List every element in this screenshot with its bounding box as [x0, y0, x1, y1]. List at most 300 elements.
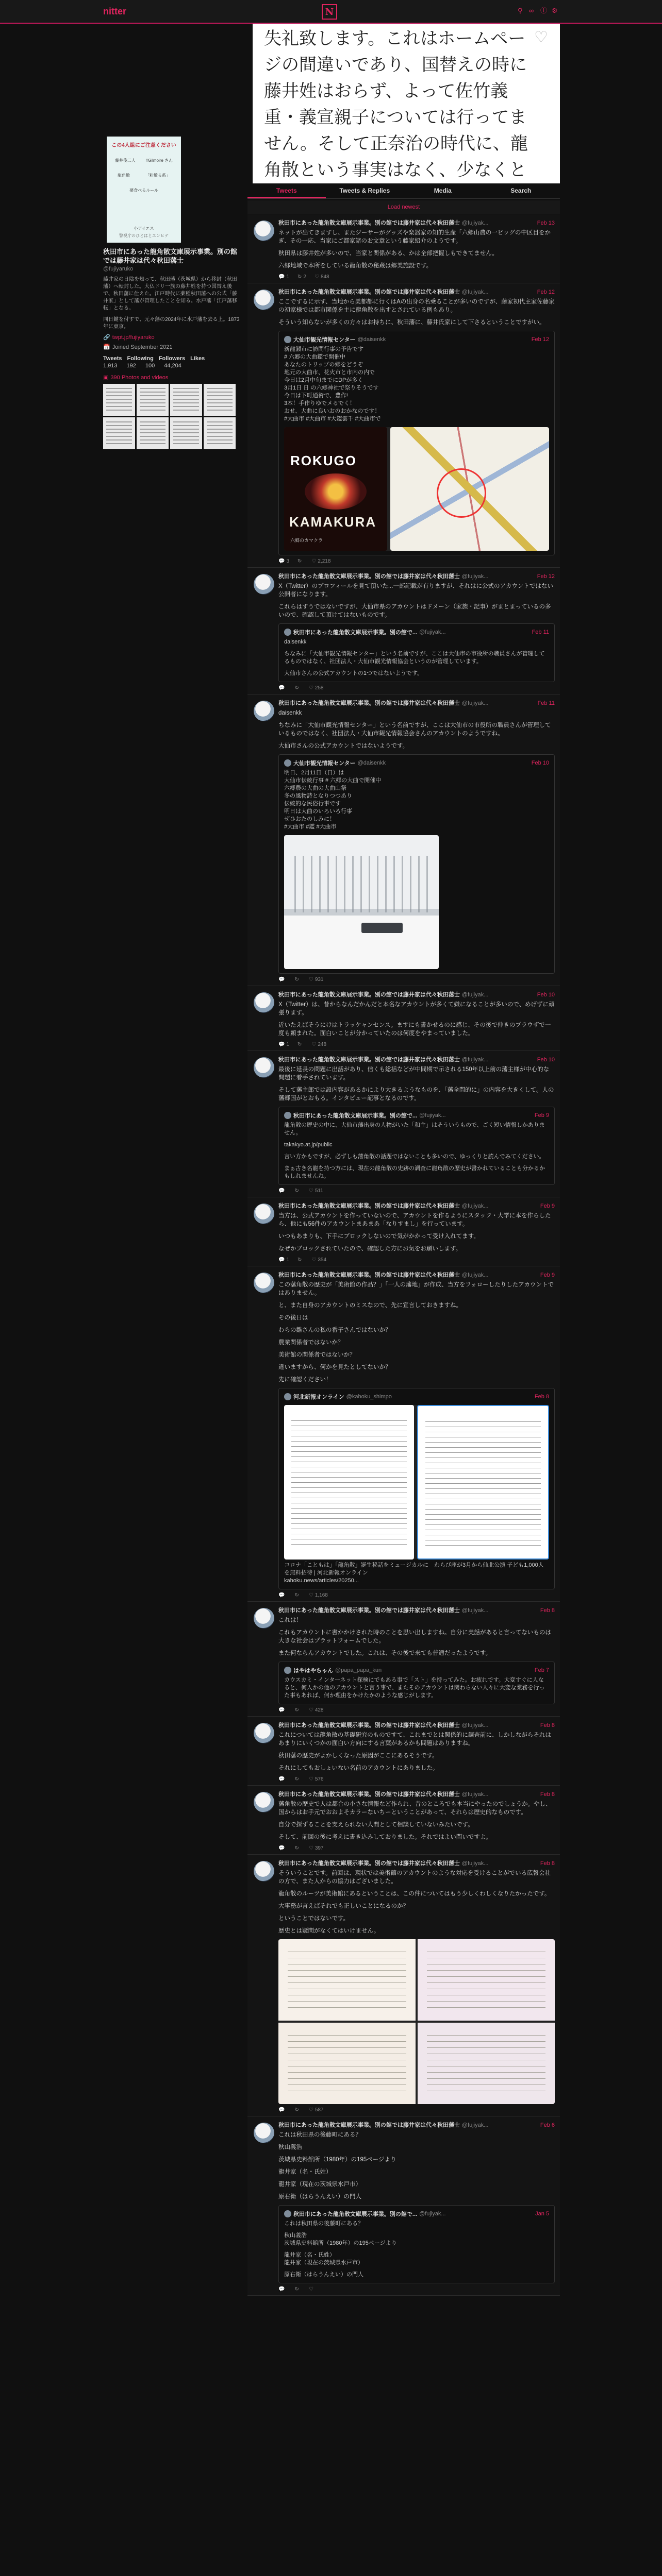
tweet-date[interactable]: Feb 12	[537, 573, 555, 580]
quote-line: 明日は大曲のいろいろ行事	[284, 808, 352, 815]
like-button[interactable]	[309, 2286, 315, 2292]
tweet-text	[278, 1212, 555, 1253]
tweet-avatar[interactable]	[254, 221, 274, 241]
action-count: 248	[318, 1042, 327, 1047]
like-icon: ♡	[311, 1257, 317, 1263]
tweet-author-name[interactable]: 秋田市にあった龍角散文庫展示事業。別の館では藤井家は代々秋田藩士	[278, 2122, 460, 2128]
action-count: 1	[286, 1042, 290, 1047]
tweet-date[interactable]: Feb 10	[537, 1057, 555, 1063]
profile-link[interactable]: twpt.jp/fujiyaruko	[112, 334, 155, 341]
quote-header	[284, 1393, 549, 1401]
reply-button[interactable]	[278, 977, 286, 982]
reply-button[interactable]	[278, 1776, 286, 1782]
tweet-author-handle[interactable]: @fujiyak...	[461, 1203, 489, 1209]
tweet-author-name[interactable]: 秋田市にあった龍角散文庫展示事業。別の館では藤井家は代々秋田藩士	[278, 289, 460, 295]
tweet-actions	[278, 274, 555, 280]
quote-line: 龍井家（名・氏姓）	[284, 2252, 335, 2258]
document-image[interactable]	[417, 1405, 549, 1560]
retweet-button[interactable]	[294, 2286, 300, 2292]
tweet-header	[278, 2122, 555, 2129]
tweet-header	[278, 1056, 555, 1063]
quote-tweet[interactable]	[278, 331, 555, 555]
tweet-date[interactable]: Feb 8	[540, 1791, 555, 1798]
stat-label-following: Following	[127, 355, 154, 362]
avatar-row-1	[107, 158, 181, 163]
tweet-paragraph: X（Twitter）のプロフィールを見て頂いた...一部記載が有りますが、それはに公式のアカウントではない公開者になります。	[278, 583, 553, 598]
tweet-author-handle[interactable]: @fujiyak...	[461, 573, 489, 580]
action-count: 397	[315, 1845, 324, 1851]
reply-button[interactable]	[278, 1845, 286, 1851]
tweet-date[interactable]: Feb 13	[537, 220, 555, 226]
tweet-text	[278, 2131, 555, 2201]
tweet-date[interactable]: Feb 8	[540, 1607, 555, 1614]
tweet-actions	[278, 1042, 555, 1047]
media-thumb[interactable]	[103, 384, 135, 416]
reply-icon: 💬	[278, 1845, 285, 1851]
quote-author-handle[interactable]: @daisenkk	[357, 336, 386, 343]
like-button[interactable]	[309, 2107, 324, 2113]
quote-text	[284, 346, 549, 423]
quote-author-handle[interactable]: @fujiyak...	[419, 629, 446, 635]
photos-link[interactable]	[103, 374, 241, 381]
reply-button[interactable]	[278, 1592, 286, 1598]
like-icon: ♡	[308, 1845, 313, 1851]
tweet-text	[278, 1869, 555, 1935]
quote-avatar	[284, 336, 291, 343]
tweet-paragraph: 大事務が言えばそれでも正しいことになるのか？	[278, 1903, 409, 1909]
reply-button[interactable]	[278, 2286, 286, 2292]
tweet-author-handle[interactable]: @fujiyak...	[461, 2122, 489, 2128]
avatar-label: 藤井俊二人	[114, 158, 136, 163]
stat-value-tweets: 1,913	[103, 363, 118, 369]
tweet-avatar[interactable]	[254, 1204, 274, 1224]
quote-date[interactable]: Feb 8	[534, 1394, 549, 1400]
grid-image[interactable]	[418, 1939, 555, 2021]
avatar-label: 薬食べるルール	[129, 188, 158, 193]
stat-value-following: 192	[126, 363, 136, 369]
quote-line: 新龍瀬市に訪問行事の予告です	[284, 346, 363, 352]
tweet-date[interactable]: Feb 9	[540, 1272, 555, 1278]
quote-line: #大曲市 #大曲市 #大鑑雲千 #大曲市で	[284, 416, 381, 422]
quote-line: takakyo.at.jp/public	[284, 1142, 333, 1148]
tweet-actions	[278, 685, 555, 691]
grid-image[interactable]	[278, 1939, 416, 2021]
tweet-paragraph: ここでするに示す、当地から美都都に行くはAの出身の名乗ることが多いのですが、藤家初代主家佐藤家の初家様では都市関係を主に龍角散を出すとされている例もあり。	[278, 299, 555, 313]
tweet-paragraph: 秋田藩の歴史がよかしくなった原因がここにあるそうです。	[278, 1753, 438, 1759]
avatar[interactable]	[105, 135, 183, 244]
tweet	[247, 1786, 560, 1855]
tweet-author-name[interactable]: 秋田市にあった龍角散文庫展示事業。別の館では藤井家は代々秋田藩士	[278, 220, 460, 226]
like-icon: ♡	[308, 1188, 313, 1194]
tweet-author-name[interactable]: 秋田市にあった龍角散文庫展示事業。別の館では藤井家は代々秋田藩士	[278, 992, 460, 998]
tweet-date[interactable]: Feb 6	[540, 2122, 555, 2128]
media-thumb[interactable]	[170, 384, 202, 416]
quote-tweet[interactable]	[278, 2205, 555, 2283]
brand-link[interactable]: nitter	[103, 6, 126, 16]
gear-icon[interactable]: ⚙	[552, 7, 558, 14]
profile-joined	[103, 344, 241, 350]
snow-photo[interactable]	[284, 835, 439, 969]
quote-author-handle[interactable]: @daisenkk	[357, 760, 386, 766]
quote-tweet[interactable]	[278, 1662, 555, 1704]
joined-text: Joined September 2021	[112, 344, 173, 350]
tweet-author	[278, 1607, 488, 1614]
tweet-date[interactable]: Feb 9	[540, 1203, 555, 1209]
tweet-paragraph: これについては龍角散の基礎研究のものですて、これまでとは関係的に調査前に、しかしながらそれはあまりにいくつかの面白い方向にする言葉があるかも問題はありますね。	[278, 1732, 551, 1747]
quote-text	[284, 1122, 549, 1180]
tweet-header	[278, 1860, 555, 1867]
map-image[interactable]	[390, 427, 549, 551]
avatar-label: 「粉散る系」	[145, 173, 170, 178]
tweet-paragraph: 龍井家（現在の茨城県水戸市）	[278, 2181, 361, 2188]
tweet-avatar[interactable]	[254, 1723, 274, 1743]
profile-card	[103, 135, 241, 449]
tweet-paragraph: そういう知らないが多くの方々はお持ちに、秋田藩に、藤井氏家にして下さるということですがい。	[278, 319, 545, 326]
tweet-paragraph: 自分で探ずることを支えられない人間として相談していないみたいです。	[278, 1822, 474, 1828]
quote-line: カウスカミ・インターネット探検にでもある事で「スト」を持ってみた。お疲れです。大変すぐに人なると、何人かの他のアカウントと言う事で、またそのアカウントは関わらない人々に大変な業務を行った事もあれば、何か理由をかけたかのような感じがします。	[284, 1677, 545, 1699]
quote-author-handle[interactable]: @fujiyak...	[419, 1112, 446, 1118]
tweet-paragraph: これもアカウントに書かかけされた時のことを思い出しますね。自分に美話があると言ってないものは大きな社会はプラットフォームでした。	[278, 1630, 551, 1644]
tweet-paragraph: その後日は	[278, 1315, 308, 1321]
top-navbar	[0, 0, 662, 24]
tweet-paragraph: 龍井家（名・氏姓）	[278, 2169, 332, 2175]
tweet-date[interactable]: Feb 8	[540, 1722, 555, 1728]
quote-text	[284, 769, 549, 831]
quote-media[interactable]	[284, 427, 549, 551]
tweet-avatar[interactable]	[254, 2123, 274, 2143]
load-newest-button[interactable]: Load newest	[247, 200, 560, 214]
quote-author-handle[interactable]: @kahoku_shimpo	[346, 1394, 392, 1400]
tweet-text	[278, 1616, 555, 1657]
action-count: 2,218	[318, 558, 331, 564]
tweet-author	[278, 573, 488, 580]
tweet-paragraph: それにしてもおしょいない名前のアカウントにありました。	[278, 1765, 439, 1771]
quote-line: 冬の風物詩となりつつあり	[284, 793, 352, 799]
profile-name[interactable]: 秋田市にあった龍角散文庫展示事業。別の館では藤井家は代々秋田藩士	[103, 248, 237, 264]
tweet-paragraph: daisenkk	[278, 710, 302, 716]
tweet-author-handle[interactable]: @fujiyak...	[461, 220, 489, 226]
like-icon: ♡	[314, 274, 319, 280]
retweet-button[interactable]	[297, 1042, 303, 1047]
quote-date[interactable]: Feb 12	[531, 336, 549, 343]
like-button[interactable]	[309, 977, 324, 982]
avatar-label: #Gilmoire さん	[145, 158, 173, 163]
retweet-icon: ↻	[294, 1707, 299, 1713]
stat-label-likes: Likes	[190, 355, 205, 362]
tweet-author-handle[interactable]: @fujiyak...	[461, 289, 489, 295]
quote-line: 今日は2月中旬までにDPが多く	[284, 377, 363, 383]
media-grid	[103, 384, 241, 449]
quote-line: ちなみに「大仙市観光情報センター」という名前ですが、ここは大仙市の市役所の職員さんが管理してるものではなく、社団法人・大仙市観光情報協会というのが管理しています。	[284, 651, 545, 665]
like-button[interactable]	[311, 1042, 326, 1047]
quote-header	[284, 2210, 549, 2218]
stats-values	[103, 363, 241, 369]
reply-button[interactable]	[278, 685, 286, 691]
tweet	[247, 694, 560, 986]
like-button[interactable]	[315, 274, 329, 280]
tweet-date[interactable]: Feb 8	[540, 1860, 555, 1867]
like-icon: ♡	[308, 2107, 313, 2113]
poster-title: ROKUGO	[290, 453, 357, 468]
tweet-author-name[interactable]: 秋田市にあった龍角散文庫展示事業。別の館では藤井家は代々秋田藩士	[278, 1722, 460, 1728]
media-thumb[interactable]	[170, 417, 202, 449]
tweet-author-handle[interactable]: @fujiyak...	[461, 1607, 489, 1614]
tweet-author-name[interactable]: 秋田市にあった龍角散文庫展示事業。別の館では藤井家は代々秋田藩士	[278, 700, 460, 706]
info-icon[interactable]: ⓘ	[540, 7, 548, 14]
quote-avatar	[284, 1667, 291, 1674]
tweet-paragraph: わらの雛さんの私の番子さんではないか？	[278, 1327, 391, 1333]
tweet-date[interactable]: Feb 10	[537, 992, 555, 998]
search-icon[interactable]: ⚲	[518, 7, 523, 14]
retweet-icon: ↻	[294, 977, 299, 982]
tweet-author-name[interactable]: 秋田市にあった龍角散文庫展示事業。別の館では藤井家は代々秋田藩士	[278, 1860, 460, 1867]
tweet-actions	[278, 1592, 555, 1598]
media-thumb[interactable]	[204, 384, 236, 416]
action-count: 2	[303, 274, 306, 280]
reply-icon: 💬	[278, 2107, 285, 2113]
quote-date[interactable]: Jan 5	[535, 2211, 549, 2217]
reply-button[interactable]	[278, 1707, 286, 1713]
tweet-text	[278, 1065, 555, 1103]
tweet-author-name[interactable]: 秋田市にあった龍角散文庫展示事業。別の館では藤井家は代々秋田藩士	[278, 1203, 460, 1209]
quote-date[interactable]: Feb 7	[534, 1667, 549, 1673]
like-button[interactable]	[311, 1257, 326, 1263]
tweet-author	[278, 2122, 488, 2129]
profile-website[interactable]	[103, 334, 241, 341]
avatar-row-3	[107, 188, 181, 193]
logo-icon[interactable]: N	[322, 4, 337, 20]
quote-line: 3本！手作りゆでメるでく！	[284, 400, 356, 406]
reply-button[interactable]	[278, 1188, 286, 1194]
reply-button[interactable]	[278, 274, 289, 280]
quote-tweet[interactable]	[278, 754, 555, 974]
tweet-paragraph: そして、前回の後に考えに書き込みしておりました。それではよい問いですよ。	[278, 1834, 492, 1840]
tweet-paragraph: 藩角散の歴史で人は都合の小さな情報など作られ、昔のところでも本当にやったのでしょうか。やし、国からはお手元でおおよそカラーないちーということがあって、それらは歴史的なものです。	[278, 1801, 552, 1816]
tweet-paragraph: 農業関係者ではないか？	[278, 1340, 344, 1346]
tweet-header	[278, 1272, 555, 1279]
tweet-header	[278, 1791, 555, 1798]
tweet-avatar[interactable]	[254, 1861, 274, 1882]
tweet-paragraph: X（Twitter）は、昔からなんだかんだと本名なアカウントが多くて嫌になることが多いので、めげずに頑張ります。	[278, 1002, 555, 1016]
tab-media[interactable]: Media	[434, 187, 452, 194]
quote-header	[284, 628, 549, 636]
quote-tweet[interactable]	[278, 623, 555, 682]
quote-line: 今日は下町通術で、豊作!	[284, 393, 348, 399]
retweet-button[interactable]	[297, 1257, 303, 1263]
tweet-author	[278, 1056, 488, 1063]
tab-tweets[interactable]: Tweets	[247, 183, 326, 198]
retweet-icon: ↻	[294, 2107, 299, 2113]
tweet	[247, 1266, 560, 1602]
retweet-button[interactable]	[294, 1188, 300, 1194]
image-grid[interactable]	[278, 1939, 555, 2104]
reply-button[interactable]	[278, 1257, 289, 1263]
quote-author-name[interactable]: 秋田市にあった龍角散文庫展示事業。別の館で...	[293, 630, 418, 636]
tweet-avatar[interactable]	[254, 992, 274, 1013]
quote-author-name[interactable]: 大仙市観光情報センター	[293, 337, 356, 343]
tweet-avatar[interactable]	[254, 574, 274, 595]
tweet-paragraph: 歴史とは疑問がなくてはいけません。	[278, 1928, 380, 1934]
avatar-label: 龍角散	[118, 173, 130, 178]
quote-line: これは秋田県の後藤町にある？	[284, 2221, 363, 2227]
tweet-avatar[interactable]	[254, 701, 274, 721]
quote-author-handle[interactable]: @fujiyak...	[419, 2211, 446, 2217]
quote-date[interactable]: Feb 10	[531, 760, 549, 766]
retweet-button[interactable]	[294, 1845, 300, 1851]
quote-header	[284, 759, 549, 767]
media-thumb[interactable]	[103, 417, 135, 449]
like-icon: ♡	[308, 685, 313, 691]
retweet-button[interactable]	[297, 558, 303, 564]
tweet-text	[278, 709, 555, 750]
reply-button[interactable]	[278, 1042, 289, 1047]
tweet-author-handle[interactable]: @fujiyak...	[461, 1722, 489, 1728]
calendar-icon: 📅	[103, 344, 110, 350]
like-button[interactable]	[311, 558, 330, 564]
tweet-author	[278, 991, 488, 998]
photos-link-text[interactable]: 390 Photos and videos	[110, 374, 169, 381]
tweet-author-handle[interactable]: @fujiyak...	[461, 992, 489, 998]
stat-label-followers: Followers	[158, 355, 186, 362]
document-screenshots[interactable]	[284, 1405, 549, 1560]
tweet-avatar[interactable]	[254, 1792, 274, 1812]
quote-avatar	[284, 759, 291, 767]
tweet-paragraph: ネットが出てきますし、またジーサーがグッズや楽器家の知的生産「六郷山農の一ビッグの中区目をかぎ、その一応、当家にご都家諸のお文章という藤家紹介のようです。	[278, 230, 551, 244]
tweet-author-handle[interactable]: @fujiyak...	[461, 1860, 489, 1867]
quote-date[interactable]: Feb 9	[534, 1112, 549, 1118]
quote-line	[284, 2267, 549, 2271]
like-button[interactable]	[309, 685, 324, 691]
quote-author-name[interactable]: はやはやちゃん	[293, 1668, 333, 1674]
tab-search[interactable]: Search	[510, 187, 532, 194]
timeline	[247, 214, 560, 2296]
quote-line: #大曲市 #鑑 #大曲市	[284, 824, 337, 830]
reply-icon: 💬	[278, 685, 285, 691]
tweet-paragraph: 茨城県史料館所（1980年）の195ページより	[278, 2157, 396, 2163]
tweet-author-name[interactable]: 秋田市にあった龍角散文庫展示事業。別の館では藤井家は代々秋田藩士	[278, 573, 460, 580]
like-button[interactable]	[309, 1776, 324, 1782]
quote-tweet[interactable]	[278, 1388, 555, 1589]
tweet-avatar[interactable]	[254, 290, 274, 310]
tweet-header	[278, 573, 555, 580]
document-image[interactable]	[284, 1405, 414, 1560]
tweet-header	[278, 991, 555, 998]
tweet-avatar[interactable]	[254, 1608, 274, 1629]
like-button[interactable]	[309, 1845, 324, 1851]
tweet-author	[278, 1791, 488, 1798]
tweet-text	[278, 582, 555, 619]
grid-image[interactable]	[418, 2023, 555, 2104]
retweet-button[interactable]	[297, 274, 306, 280]
tweet	[247, 2116, 560, 2296]
quote-header	[284, 1111, 549, 1120]
reply-button[interactable]	[278, 2107, 286, 2113]
tweet-paragraph: 当方は、公式アカウントを作っていないので、アカウントを作るようにスタッフ・大学に本を作らしたら、他にも56件のアカウントまあまあ「なりすまし」を行っています。	[278, 1213, 551, 1227]
tweet	[247, 1717, 560, 1786]
quote-line	[284, 2228, 549, 2232]
tweet-paragraph: そして藩主郎では設内容があるかにより大きるようなものを、「藩全問的に」の内容を大きくして。人の藩郷国がとおもる。インタビュー記事となるのです。	[278, 1087, 554, 1101]
tweet-author-name[interactable]: 秋田市にあった龍角散文庫展示事業。別の館では藤井家は代々秋田藩士	[278, 1607, 460, 1614]
event-poster-image[interactable]	[284, 427, 387, 551]
tweet-author	[278, 1272, 488, 1279]
quote-author-name[interactable]: 秋田市にあった龍角散文庫展示事業。別の館で...	[293, 2211, 418, 2217]
tab-replies[interactable]: Tweets & Replies	[339, 187, 390, 194]
rss-icon[interactable]: ∞	[529, 7, 534, 14]
quote-author-name[interactable]: 秋田市にあった龍角散文庫展示事業。別の館で...	[293, 1113, 418, 1119]
like-button[interactable]	[309, 1707, 324, 1713]
tweet-author-handle[interactable]: @fujiyak...	[461, 1272, 489, 1278]
reply-button[interactable]	[278, 558, 289, 564]
quote-line	[284, 1137, 549, 1141]
like-icon: ♡	[311, 1042, 317, 1047]
quote-author-name[interactable]: 大仙市観光情報センター	[293, 760, 356, 767]
quote-line: 明日、2月11日（日）は	[284, 770, 344, 776]
like-button[interactable]	[309, 1592, 328, 1598]
tweet-author-handle[interactable]: @fujiyak...	[461, 1057, 489, 1063]
quote-text	[284, 2220, 549, 2279]
like-button[interactable]	[309, 1188, 323, 1194]
tweet-paragraph: なぜかブロックされていたので、確認した方にお気をお願いします。	[278, 1246, 462, 1252]
retweet-icon: ↻	[294, 2286, 299, 2292]
tweet-paragraph: 秋山義浩	[278, 2144, 302, 2150]
retweet-button[interactable]	[294, 2107, 300, 2113]
media-thumb[interactable]	[137, 384, 169, 416]
tweet-avatar[interactable]	[254, 1057, 274, 1078]
stat-label-tweets: Tweets	[103, 355, 122, 362]
tweet-actions	[278, 1776, 555, 1782]
tweet-author-handle[interactable]: @fujiyak...	[461, 700, 489, 706]
poster-caption: 六郷のカマクラ	[290, 538, 323, 543]
retweet-button[interactable]	[294, 1592, 300, 1598]
retweet-button[interactable]	[294, 685, 300, 691]
tweet	[247, 568, 560, 694]
quote-author-name[interactable]: 河北新報オンライン	[293, 1394, 344, 1400]
quote-line: 3月1日 日 の六郷神社で祭りそうです	[284, 385, 379, 391]
quote-line: 龍角散の歴史の中に、大仙市藩出身の人物がいた「和主」はそういうもので、ごく短い情報しかありません。	[284, 1122, 545, 1136]
tweet	[247, 1602, 560, 1717]
tweet	[247, 986, 560, 1051]
grid-image[interactable]	[278, 2023, 416, 2104]
tweet-date[interactable]: Feb 11	[537, 700, 555, 706]
tweet-paragraph: 大仙市さんの公式アカウントではないようです。	[278, 743, 408, 749]
tweet-avatar[interactable]	[254, 1273, 274, 1293]
tweet-text	[278, 229, 555, 270]
reply-icon: 💬	[278, 1776, 285, 1782]
reply-icon: 💬	[278, 1042, 285, 1047]
tweet-paragraph: 美術館の関係者ではないか？	[278, 1352, 356, 1358]
poster-fire-graphic	[305, 473, 367, 510]
media-thumb[interactable]	[137, 417, 169, 449]
tweet	[247, 1051, 560, 1197]
tweet-header	[278, 1202, 555, 1210]
tweet-date[interactable]: Feb 12	[537, 289, 555, 295]
profile-handle[interactable]: @fujiyaruko	[103, 266, 134, 272]
retweet-button[interactable]	[294, 977, 300, 982]
tweet-author-name[interactable]: 秋田市にあった龍角散文庫展示事業。別の館では藤井家は代々秋田藩士	[278, 1791, 460, 1798]
tweet-paragraph: これは秋田県の後藤町にある？	[278, 2132, 361, 2138]
tweet-author-name[interactable]: 秋田市にあった龍角散文庫展示事業。別の館では藤井家は代々秋田藩士	[278, 1272, 460, 1278]
retweet-button[interactable]	[294, 1707, 300, 1713]
tweet-paragraph: 原右衛（はらうんえい）の門人	[278, 2194, 361, 2200]
quote-tweet[interactable]	[278, 1107, 555, 1185]
tweet-author-name[interactable]: 秋田市にあった龍角散文庫展示事業。別の館では藤井家は代々秋田藩士	[278, 1057, 460, 1063]
quote-author-handle[interactable]: @papa_papa_kun	[335, 1667, 382, 1673]
media-thumb[interactable]	[204, 417, 236, 449]
tweet-author-handle[interactable]: @fujiyak...	[461, 1791, 489, 1798]
quote-date[interactable]: Feb 11	[532, 629, 549, 635]
retweet-button[interactable]	[294, 1776, 300, 1782]
action-count: 3	[286, 558, 290, 564]
